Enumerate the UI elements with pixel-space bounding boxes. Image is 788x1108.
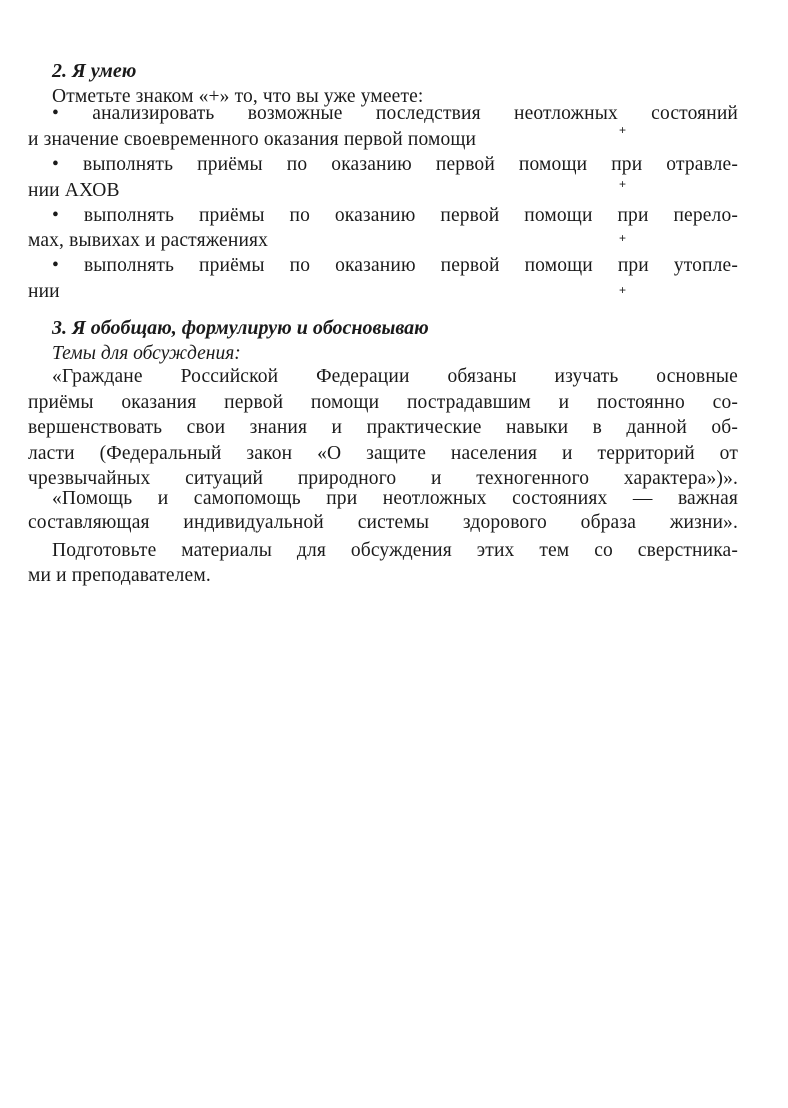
skill-item-3-line-1: • выполнять приёмы по оказанию первой помощи при перело- — [52, 205, 738, 226]
skill-item-2-line-1: • выполнять приёмы по оказанию первой помощи при отравле- — [52, 154, 738, 175]
topic-1-line-3: вершенствовать свои знания и практические навыки в данной об- — [28, 417, 738, 438]
skill-item-4-checkmark: + — [619, 283, 627, 297]
skill-item-1-line-1: • анализировать возможные последствия неотложных состояний — [52, 103, 738, 124]
topic-1-line-4: ласти (Федеральный закон «О защите населения и территорий от — [28, 443, 738, 464]
topic-2-line-2: составляющая индивидуальной системы здорового образа жизни». — [28, 512, 738, 533]
instruction-line-2: ми и преподавателем. — [28, 565, 211, 586]
section-heading-skills: 2. Я умею — [52, 60, 137, 82]
section-heading-discuss: 3. Я обобщаю, формулирую и обосновываю — [52, 317, 429, 339]
skill-item-3-line-2: мах, вывихах и растяжениях — [28, 230, 269, 251]
skill-item-4-line-2: нии — [28, 281, 60, 302]
skills-intro: Отметьте знаком «+» то, что вы уже умеете: — [52, 86, 424, 107]
skill-item-3-checkmark: + — [619, 231, 627, 245]
topic-2-line-1: «Помощь и самопомощь при неотложных состояниях — важная — [52, 488, 738, 509]
skill-item-4-line-1: • выполнять приёмы по оказанию первой помощи при утопле- — [52, 255, 738, 276]
skill-item-2-line-2: нии АХОВ — [28, 180, 120, 201]
topic-1-line-5: чрезвычайных ситуаций природного и техногенного характера»)». — [28, 468, 738, 489]
skill-item-1-checkmark: + — [619, 123, 627, 137]
skill-item-2-checkmark: + — [619, 177, 627, 191]
instruction-line-1: Подготовьте материалы для обсуждения этих тем со сверстника- — [52, 540, 738, 561]
skill-item-1-line-2: и значение своевременного оказания первой помощи — [28, 129, 477, 150]
discussion-topics-label: Темы для обсуждения: — [52, 343, 241, 364]
topic-1-line-2: приёмы оказания первой помощи пострадавшим и постоянно со- — [28, 392, 738, 413]
topic-1-line-1: «Граждане Российской Федерации обязаны изучать основные — [52, 366, 738, 387]
